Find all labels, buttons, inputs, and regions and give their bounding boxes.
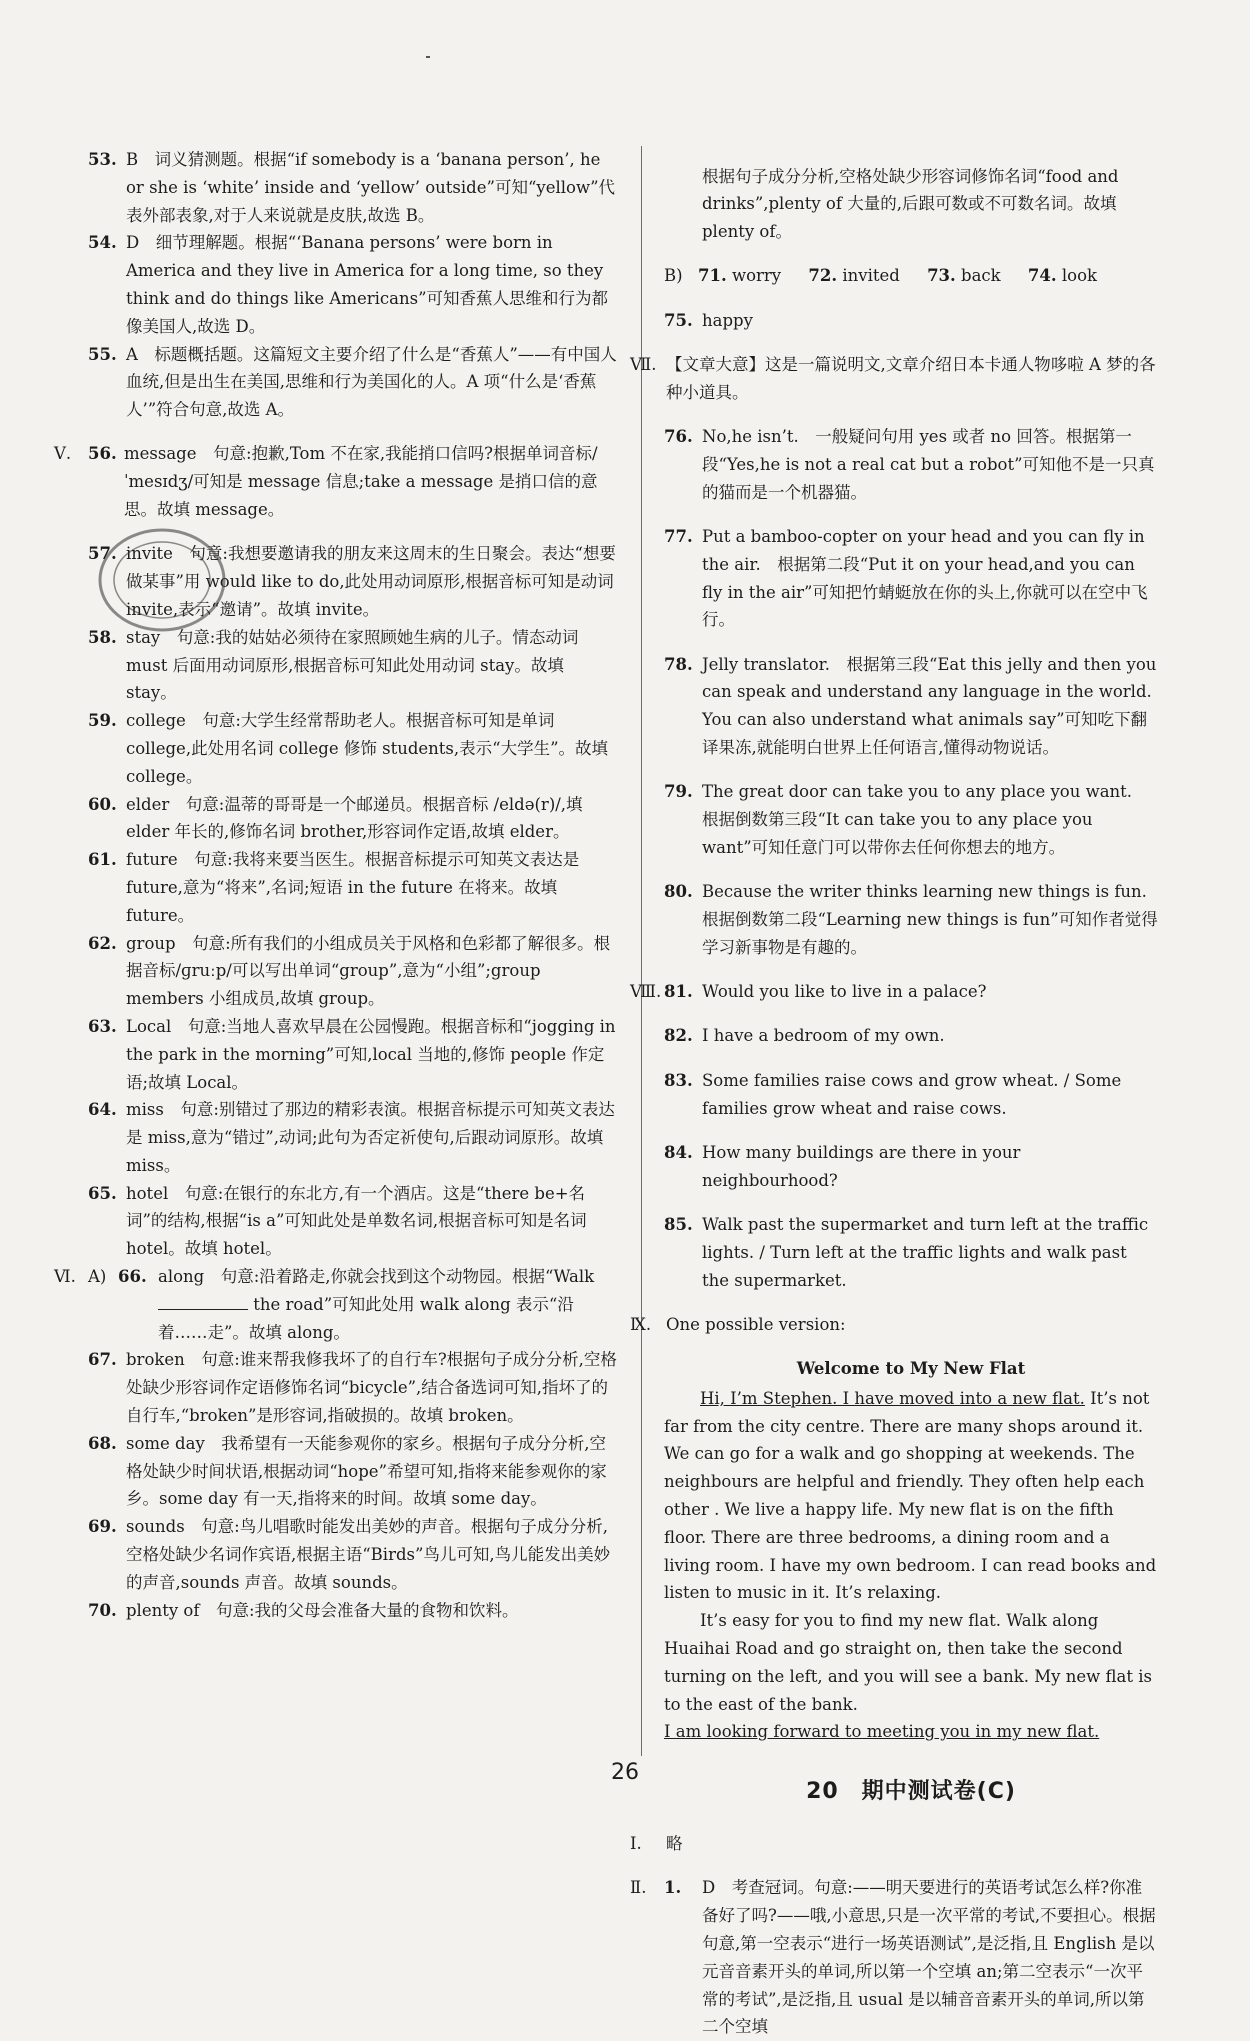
answer-71: 71. worry xyxy=(698,266,782,286)
answer-65: 65. hotel 句意:在银行的东北方,有一个酒店。这是“there be+名词”的结构,根据“is a”可知此处是单数名词,根据音标可知是名词 hotel。故填 hotel。 xyxy=(88,1183,587,1259)
section-viii-label: Ⅷ. xyxy=(630,982,662,1002)
answer-75: 75. happy xyxy=(664,310,753,330)
answer-59: 59. college 句意:大学生经常帮助老人。根据音标可知是单词 college,此处用名词 college 修饰 students,表示“大学生”。故填 college。 xyxy=(88,711,609,786)
answer-64: 64. miss 句意:别错过了那边的精彩表演。根据音标提示可知英文表达是 miss,意为“错过”,动词;此句为否定祈使句,后跟动词原形。故填 miss。 xyxy=(88,1100,615,1175)
section-vi-label: Ⅵ. xyxy=(54,1267,76,1287)
answer-62: 62. group 句意:所有我们的小组成员关于风格和色彩都了解很多。根据音标/ɡruːp/可以写出单词“group”,意为“小组”;group members 小组成员,故填 group。 xyxy=(88,933,611,1009)
answer-74: 74. look xyxy=(1027,266,1098,286)
answer-83: 83. Some families raise cows and grow wheat. / Some families grow wheat and raise cows. xyxy=(664,1070,1122,1118)
answer-54: 54. D 细节理解题。根据“‘Banana persons’ were born in America and they live in America for a long time, so they think and do things like Americans”可知香蕉人思维和行为都像美国人,故选 D。 xyxy=(88,233,609,336)
answer-69: 69. sounds 句意:鸟儿唱歌时能发出美妙的声音。根据句子成分分析,空格处缺少名词作宾语,根据主语“Birds”鸟儿可知,鸟儿能发出美妙的声音,sounds 声音。故填 sounds。 xyxy=(88,1517,611,1592)
section-i: Ⅰ. 略 xyxy=(630,1830,1158,1858)
answer-63: 63. Local 句意:当地人喜欢早晨在公园慢跑。根据音标和“jogging in the park in the morning”可知,local 当地的,修饰 people 作定语;故填 Local。 xyxy=(88,1016,616,1092)
chapter-title: 20 期中测试卷(C) xyxy=(806,1779,1016,1805)
answer-ii-1: Ⅱ. 1. D 考查冠词。句意:——明天要进行的英语考试怎么样?你准备好了吗?——哦,小意思,只是一次平常的考试,不要担心。根据句意,第一空表示“进行一场英语测试”,是泛指,且 English 是以元音音素开头的单词,所以第一个空填 an;第二空表示“一次平常的考试”,是泛指,且 usual 是以辅音音素开头的单词,所以第二个空填 xyxy=(630,1874,1158,2041)
answer-81: Ⅷ. 81. Would you like to live in a palace? xyxy=(630,978,1158,1006)
answer-67: 67. broken 句意:谁来帮我修我坏了的自行车?根据句子成分分析,空格处缺少形容词作定语修饰名词“bicycle”,结合备选词可知,指坏了的自行车,“broken”是形容词,指破损的。故填 broken。 xyxy=(88,1350,617,1426)
answer-58: 58. stay 句意:我的姑姑必须待在家照顾她生病的儿子。情态动词 must 后面用动词原形,根据音标可知此处用动词 stay。故填 stay。 xyxy=(88,627,579,703)
answer-53: 53. B 词义猜测题。根据“if somebody is a ‘banana person’, he or she is ‘white’ inside and ‘yellow’ outside”可知“yellow”代表外部表象,对于人来说就是皮肤,故选 B。 xyxy=(88,150,616,225)
right-column xyxy=(630,146,1164,2041)
answer-76: 76. No,he isn’t. 一般疑问句用 yes 或者 no 回答。根据第一段“Yes,he is not a real cat but a robot”可知他不是一只真的猫而是一个机器猫。 xyxy=(664,427,1155,502)
answer-61: 61. future 句意:我将来要当医生。根据音标提示可知英文表达是 future,意为“将来”,名词;短语 in the future 在将来。故填 future。 xyxy=(88,850,580,925)
section-ix-intro: Ⅸ. One possible version: xyxy=(630,1311,1158,1339)
answer-73: 73. back xyxy=(927,266,1001,286)
essay-paragraph-2: It’s easy for you to find my new flat. Walk along Huaihai Road and go straight on, then take the second turning on the left, and you will see a bank. My new flat is to the east of the bank. xyxy=(664,1611,1152,1714)
answer-55: 55. A 标题概括题。这篇短文主要介绍了什么是“香蕉人”——有中国人血统,但是出生在美国,思维和行为美国化的人。A 项“什么是‘香蕉人’”符合句意,故选 A。 xyxy=(88,344,617,420)
answer-56: Ⅴ. 56. message 句意:抱歉,Tom 不在家,我能捎口信吗?根据单词音标/ˈmesɪdʒ/可知是 message 信息;take a message 是捎口信的意思。故填 message。 xyxy=(54,440,618,523)
answer-79: 79. The great door can take you to any place you want. 根据倒数第三段“It can take you to any place you want”可知任意门可以带你去任何你想去的地方。 xyxy=(664,782,1149,857)
essay-title: Welcome to My New Flat xyxy=(796,1359,1026,1379)
section-b-row: B) 71. worry 72. invited 73. back 74. look xyxy=(664,266,1098,286)
print-mark xyxy=(426,56,430,58)
section-vii-intro: Ⅶ. 【文章大意】这是一篇说明文,文章介绍日本卡通人物哆啦 A 梦的各种小道具。 xyxy=(630,351,1158,407)
essay-paragraph-1: Hi, I’m Stephen. I have moved into a new flat. It’s not far from the city centre. There are many shops around it. We can go for a walk and go shopping at weekends. The neighbours are helpful and friendly. They often help each other . We live a happy life. My new flat is on the fifth floor. There are three bedrooms, a dining room and a living room. I have my own bedroom. I can read books and listen to music in it. It’s relaxing. xyxy=(664,1388,1157,1603)
answer-85: 85. Walk past the supermarket and turn left at the traffic lights. / Turn left at the traffic lights and walk past the supermarket. xyxy=(664,1214,1149,1290)
answer-72: 72. invited xyxy=(808,266,900,286)
left-column xyxy=(54,146,618,1624)
page-number: 26 xyxy=(611,1760,639,1785)
answer-84: 84. How many buildings are there in your neighbourhood? xyxy=(664,1142,1021,1190)
section-ii-label: Ⅱ. xyxy=(630,1878,647,1898)
answer-80: 80. Because the writer thinks learning new things is fun. 根据倒数第二段“Learning new things is fun”可知作者觉得学习新事物是有趣的。 xyxy=(664,882,1164,957)
section-i-label: Ⅰ. xyxy=(630,1834,642,1854)
answer-77: 77. Put a bamboo-copter on your head and you can fly in the air. 根据第二段“Put it on your head,and you can fly in the air”可知把竹蜻蜓放在你的头上,你就可以在空中飞行。 xyxy=(664,526,1148,630)
essay-paragraph-3: I am looking forward to meeting you in my new flat. xyxy=(664,1722,1100,1742)
answer-78: 78. Jelly translator. 根据第三段“Eat this jelly and then you can speak and understand any language in the world. You can also understand what animals say”可知吃下翻译果冻,就能明白世界上任何语言,懂得动物说话。 xyxy=(664,654,1157,758)
answer-68: 68. some day 我希望有一天能参观你的家乡。根据句子成分分析,空格处缺少时间状语,根据动词“hope”希望可知,指将来能参观你的家乡。some day 有一天,指将来的时间。故填 some day。 xyxy=(88,1433,607,1509)
answer-70: 70. plenty of 句意:我的父母会准备大量的食物和饮料。 xyxy=(88,1600,519,1620)
section-v-label: Ⅴ. xyxy=(54,444,72,464)
library-stamp-mark xyxy=(92,520,232,640)
answer-66: Ⅵ. A) 66. along 句意:沿着路走,你就会找到这个动物园。根据“Walk the road”可知此处用 walk along 表示“沿着……走”。故填 along。 xyxy=(54,1263,618,1346)
answer-82: 82. I have a bedroom of my own. xyxy=(664,1026,945,1046)
answer-57: 57. invite 句意:我想要邀请我的朋友来这周末的生日聚会。表达“想要做某事”用 would like to do,此处用动词原形,根据音标可知是动词 invite,表示“邀请”。故填 invite。 xyxy=(88,544,616,619)
section-vii-label: Ⅶ. xyxy=(630,354,657,374)
fill-blank xyxy=(158,1293,248,1310)
answer-70-continued: 根据句子成分分析,空格处缺少形容词修饰名词“food and drinks”,plenty of 大量的,后跟可数或不可数名词。故填 plenty of。 xyxy=(702,166,1119,242)
answer-60: 60. elder 句意:温蒂的哥哥是一个邮递员。根据音标 /eldə(r)/,填 elder 年长的,修饰名词 brother,形容词作定语,故填 elder。 xyxy=(88,794,583,842)
section-ix-label: Ⅸ. xyxy=(630,1314,652,1334)
